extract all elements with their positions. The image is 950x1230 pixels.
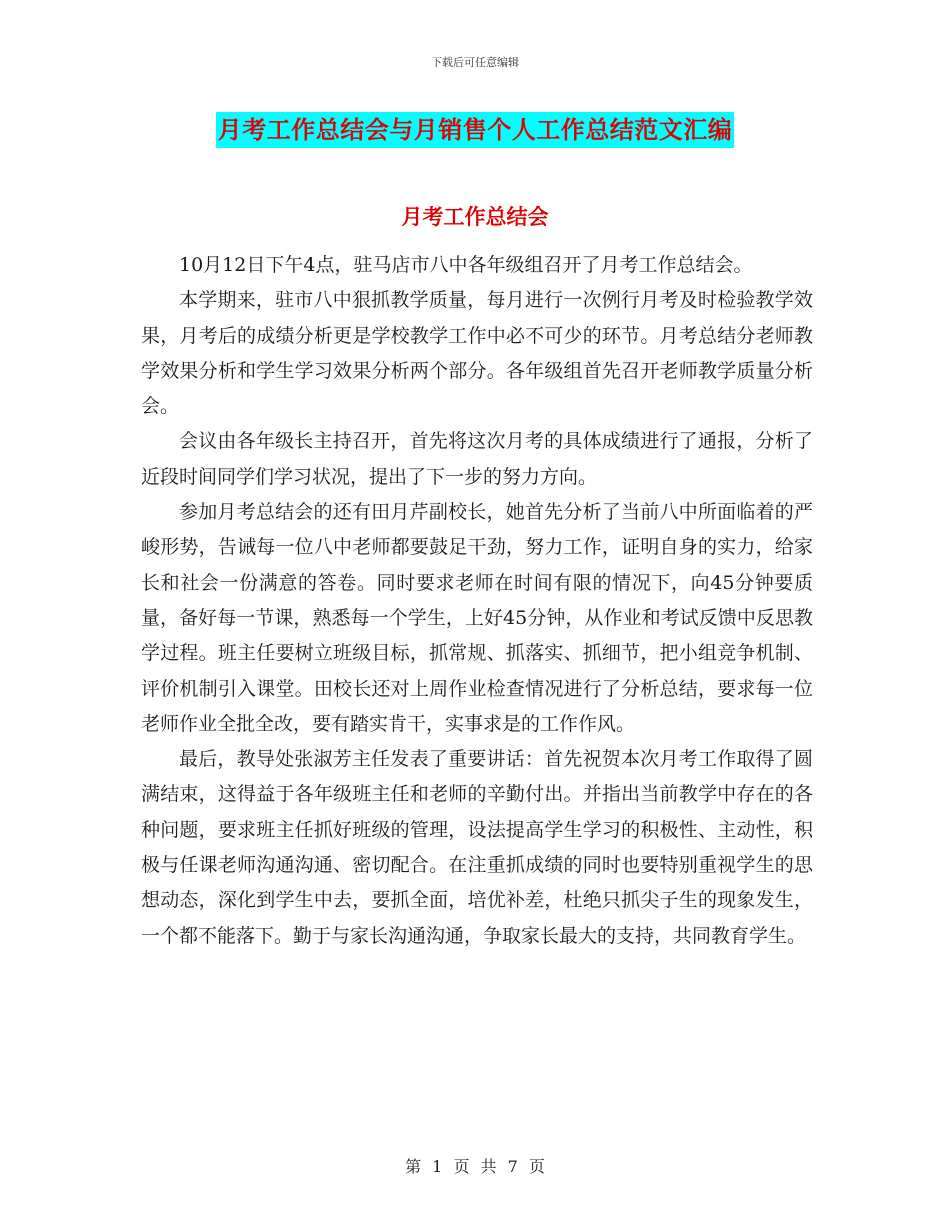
- document-title: [0, 112, 950, 151]
- section-title: 月考工作总结会: [401, 205, 549, 229]
- header-note: 下载后可任意编辑: [431, 56, 519, 69]
- paragraph-4: 参加月考总结会的还有田月芹副校长，她首先分析了当前八中所面临着的严峻形势，告诫每一位八中老师都要鼓足干劲，努力工作，证明自身的实力，给家长和社会一份满意的答卷。同时要求老师在时间有限的情况下，向45分钟要质量，备好每一节课，熟悉每一个学生，上好45分钟，从作业和考试反馈中反思教学过程。班主任要树立班级目标，抓常规、抓落实、抓细节，把小组竞争机制、评价机制引入课堂。田校长还对上周作业检查情况进行了分析总结，要求每一位老师作业全批全改，要有踏实肯干，实事求是的工作作风。: [141, 501, 813, 735]
- paragraph-5: 最后，教导处张淑芳主任发表了重要讲话：首先祝贺本次月考工作取得了圆满结束，这得益于各年级班主任和老师的辛勤付出。并指出当前教学中存在的各种问题，要求班主任抓好班级的管理，设法提高学生学习的积极性、主动性，积极与任课老师沟通沟通、密切配合。在注重抓成绩的同时也要特别重视学生的思想动态，深化到学生中去，要抓全面，培优补差，杜绝只抓尖子生的现象发生，一个都不能落下。勤于与家长沟通沟通，争取家长最大的支持，共同教育学生。: [141, 748, 813, 947]
- paragraph-2: 本学期来，驻市八中狠抓教学质量，每月进行一次例行月考及时检验教学效果，月考后的成绩分析更是学校教学工作中必不可少的环节。月考总结分老师教学效果分析和学生学习效果分析两个部分。各年级组首先召开老师教学质量分析会。: [141, 289, 813, 418]
- paragraph-3: 会议由各年级长主持召开，首先将这次月考的具体成绩进行了通报，分析了近段时间同学们学习状况，提出了下一步的努力方向。: [141, 430, 813, 488]
- document-title-text: 月考工作总结会与月销售个人工作总结范文汇编: [216, 112, 735, 148]
- page-footer: 第 1 页 共 7 页: [405, 1157, 545, 1176]
- body-text: [141, 248, 813, 954]
- paragraph-1: 10月12日下午4点，驻马店市八中各年级组召开了月考工作总结会。: [179, 254, 753, 276]
